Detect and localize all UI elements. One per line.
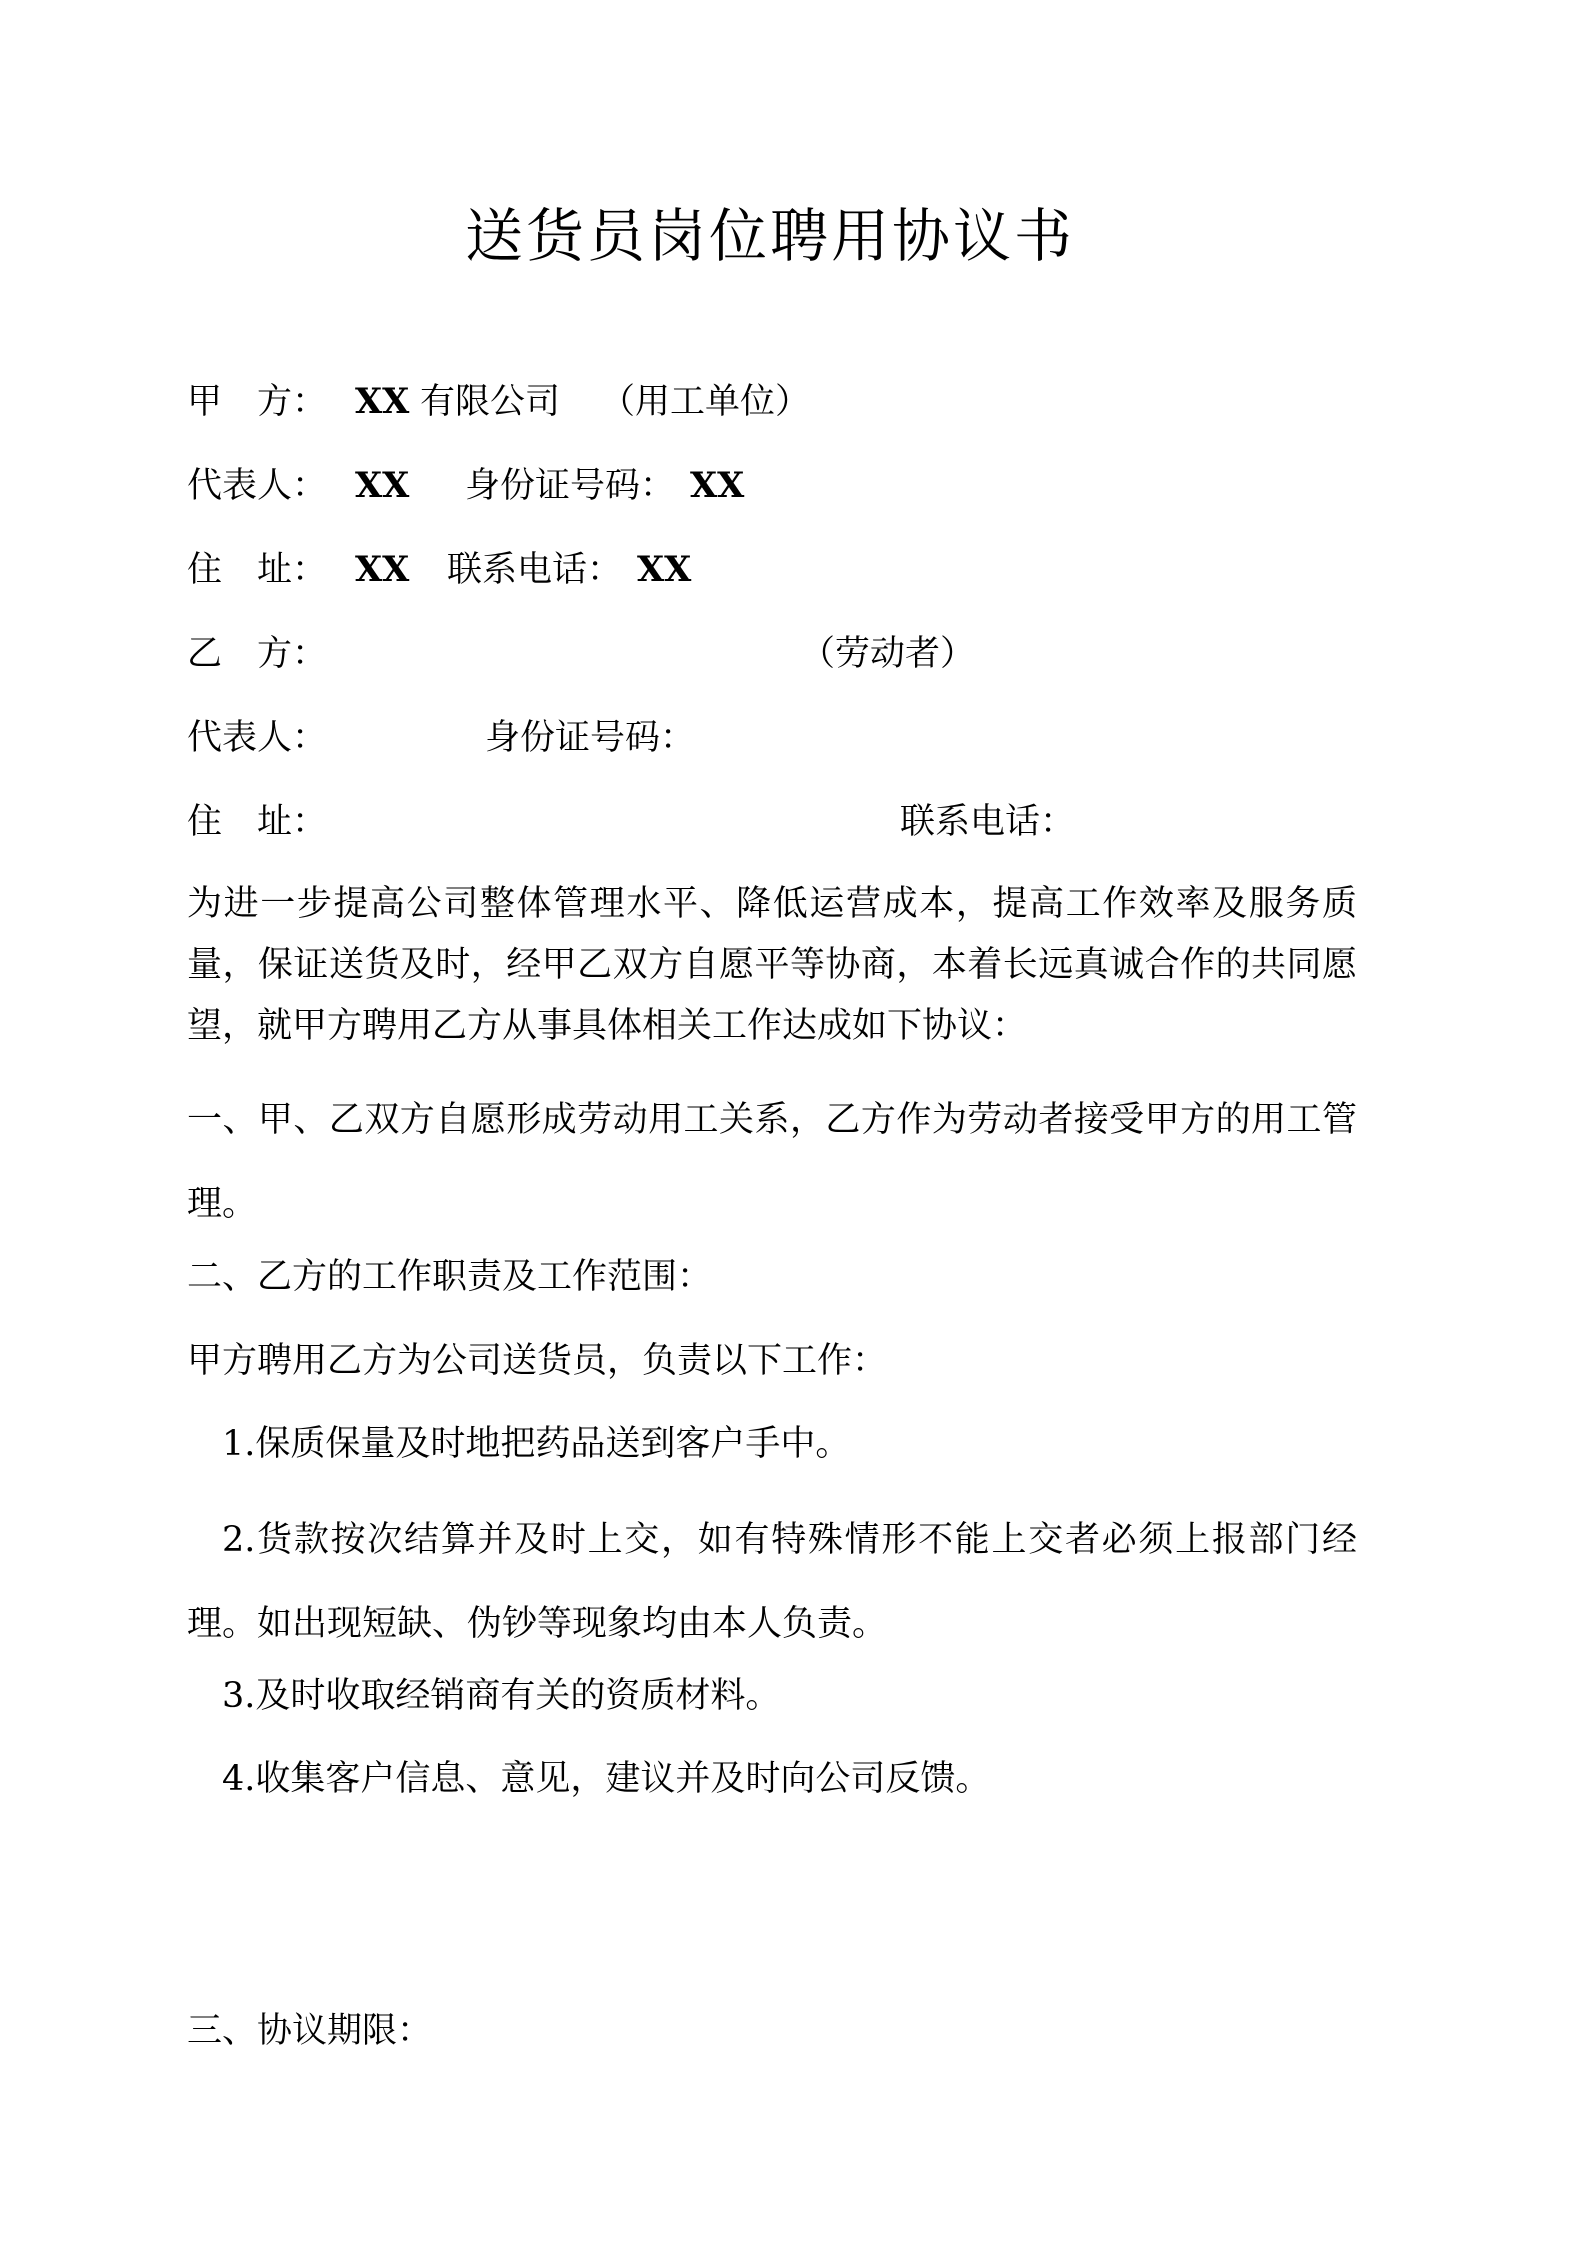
party-a-name-rest: 有限公司 [420, 382, 561, 422]
party-a-line [187, 377, 811, 427]
party-b-label: 乙 方： [187, 634, 328, 674]
clause-2-intro: 甲方聘用乙方为公司送货员，负责以下工作： [187, 1341, 888, 1381]
party-a-rep-line [187, 461, 745, 511]
clause-2-heading: 二、乙方的工作职责及工作范围： [187, 1257, 713, 1297]
party-a-addr-value: XX [355, 549, 410, 590]
party-b-line [187, 629, 976, 679]
party-a-rep-value: XX [355, 465, 410, 506]
party-a-role: （用工单位） [600, 382, 811, 422]
party-a-addr-label: 住 址： [187, 550, 328, 590]
party-b-rep-line [187, 713, 696, 763]
duty-item: 2.货款按次结算并及时上交，如有特殊情形不能上交者必须上报部门经理。如出现短缺、伪钞等现象均由本人负责。 [187, 1520, 1357, 1644]
party-b-addr-line [187, 797, 1076, 847]
party-a-rep-label: 代表人： [187, 466, 328, 506]
party-a-phone-label: 联系电话： [447, 550, 623, 590]
document-title: 送货员岗位聘用协议书 [464, 202, 1075, 270]
party-a-id-value: XX [690, 465, 745, 506]
party-b-role: （劳动者） [800, 634, 976, 674]
party-a-name-value: XX [355, 381, 410, 422]
party-b-phone-label: 联系电话： [900, 802, 1076, 842]
party-b-addr-label: 住 址： [187, 802, 328, 842]
clause-1: 一、甲、乙双方自愿形成劳动用工关系，乙方作为劳动者接受甲方的用工管理。 [187, 1100, 1357, 1224]
clause-3-heading: 三、协议期限： [187, 2011, 433, 2051]
party-a-phone-value: XX [637, 549, 692, 590]
party-b-id-label: 身份证号码： [485, 718, 696, 758]
party-a-label: 甲 方： [187, 382, 328, 422]
party-a-addr-line [187, 545, 692, 595]
duty-item: 1.保质保量及时地把药品送到客户手中。 [222, 1424, 851, 1464]
party-a-id-label: 身份证号码： [465, 466, 676, 506]
intro-paragraph: 为进一步提高公司整体管理水平、降低运营成本，提高工作效率及服务质量，保证送货及时，经甲乙双方自愿平等协商，本着长远真诚合作的共同愿望，就甲方聘用乙方从事具体相关工作达成如下协议： [187, 884, 1357, 1046]
duty-item: 4.收集客户信息、意见，建议并及时向公司反馈。 [222, 1759, 991, 1799]
duty-item: 3.及时收取经销商有关的资质材料。 [222, 1676, 781, 1716]
party-b-rep-label: 代表人： [187, 718, 328, 758]
